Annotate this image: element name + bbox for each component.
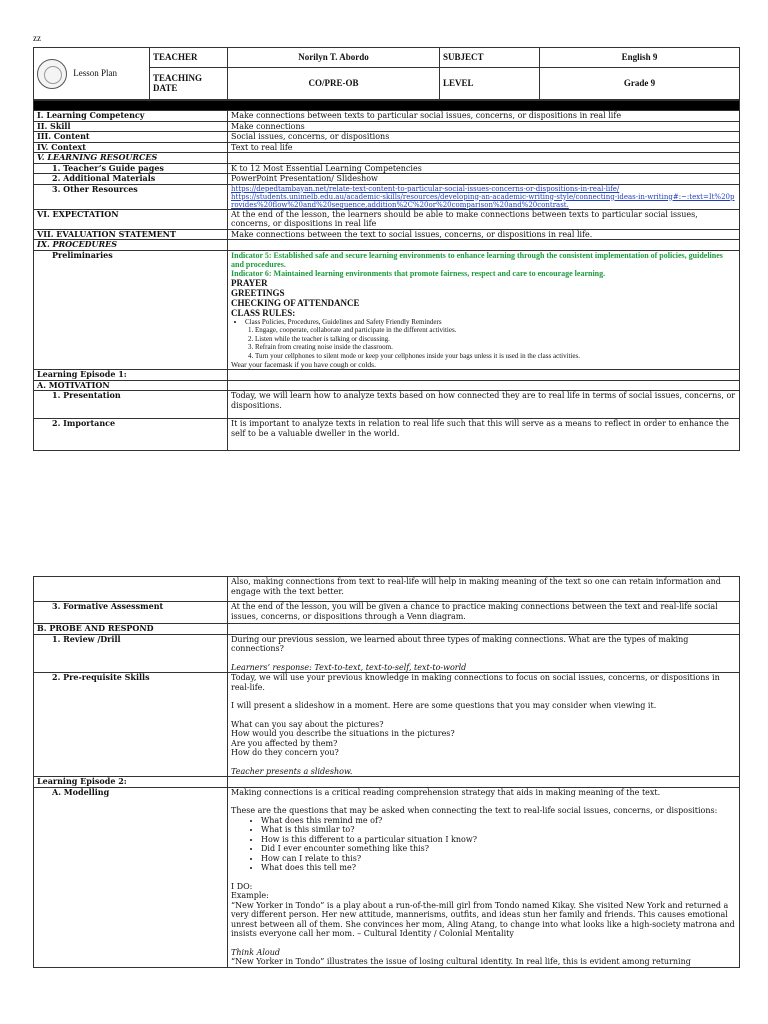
guide-value: K to 12 Most Essential Learning Competencies bbox=[228, 163, 740, 174]
evaluation-value: Make connections between the text to social issues, concerns, or dispositions in real life. bbox=[228, 229, 740, 240]
teacher-label: TEACHER bbox=[150, 48, 228, 68]
i-do-heading: I DO: bbox=[231, 881, 253, 891]
question-1: What can you say about the pictures? bbox=[231, 719, 384, 729]
level-label: LEVEL bbox=[440, 68, 540, 100]
modelling-p1: Making connections is a critical reading comprehension strategy that aids in making meaning of the text. bbox=[231, 787, 661, 797]
review-response: Learners’ response: Text-to-text, text-to-self, text-to-world bbox=[231, 662, 467, 672]
question-4: How do they concern you? bbox=[231, 748, 339, 757]
lesson-table-page1 bbox=[33, 100, 740, 451]
think-aloud-text: “New Yorker in Tondo” illustrates the issue of losing cultural identity. In real life, this is evident among returning bbox=[231, 957, 691, 966]
rules-bullet: • Class Policies, Procedures, Guidelines and Safety Friendly Reminders bbox=[245, 318, 736, 327]
teaching-date-value: CO/PRE-OB bbox=[228, 68, 440, 100]
materials-value: PowerPoint Presentation/ Slideshow bbox=[228, 174, 740, 185]
materials-label: 2. Additional Materials bbox=[34, 174, 228, 185]
importance-value: It is important to analyze texts in relation to real life such that this will serve as a means to reflect in order to enhance the self to be a valuable dweller in the world. bbox=[228, 419, 740, 451]
lesson-plan-title: Lesson Plan bbox=[73, 67, 117, 78]
guide-label: 1. Teacher’s Guide pages bbox=[34, 163, 228, 174]
indicator-6: Indicator 6: Maintained learning environments that promote fairness, respect and care to encourage learning. bbox=[231, 268, 606, 278]
modelling-question-3: • How is this different to a particular situation I know? bbox=[261, 835, 736, 845]
episode2-label: Learning Episode 2: bbox=[34, 777, 228, 788]
indicator-5: Indicator 5: Established safe and secure learning environments to enhance learning through the consistent implementation of policies, guidelines and procedures. bbox=[231, 250, 723, 269]
lesson-table-page2 bbox=[33, 576, 740, 968]
class-rules-heading: CLASS RULES: bbox=[231, 307, 296, 318]
other-resources-label: 3. Other Resources bbox=[34, 184, 228, 209]
skill-label: II. Skill bbox=[34, 121, 228, 132]
black-divider bbox=[34, 101, 740, 111]
probe-label: B. PROBE AND RESPOND bbox=[34, 624, 228, 635]
level-value: Grade 9 bbox=[540, 68, 740, 100]
example-heading: Example: bbox=[231, 891, 269, 900]
rule-3: 3. Refrain from creating noise inside the classroom. bbox=[255, 343, 736, 352]
greetings-heading: GREETINGS bbox=[231, 287, 285, 298]
content-value: Social issues, concerns, or dispositions bbox=[228, 132, 740, 143]
presentation-value: Today, we will learn how to analyze texts based on how connected they are to real life in terms of social issues, concerns, or dispositions. bbox=[228, 391, 740, 419]
teacher-presents: Teacher presents a slideshow. bbox=[231, 766, 353, 776]
expectation-value: At the end of the lesson, the learners should be able to make connections between texts to particular social issues, concerns, or dispositions in real life bbox=[228, 209, 740, 229]
modelling-p2: These are the questions that may be asked when connecting the text to real-life social issues, concerns, or dispositions: bbox=[231, 806, 718, 815]
expectation-label: VI. EXPECTATION bbox=[34, 209, 228, 229]
rule-1: 1. Engage, cooperate, collaborate and participate in the different activities. bbox=[255, 326, 736, 335]
example-text: “New Yorker in Tondo” is a play about a run-of-the-mill girl from Tondo named Kikay. She visited New York and returned a very different person. Her new attitude, mannerisms, outfits, and ideas stun her family and friends. This causes emotional unrest between all of them. She convinces her mom, Aling Atang, to change into what looks like a high-society matrona and insists everyone call her mom. – Cultural Identity / Colonial Mentality bbox=[231, 900, 735, 938]
prereq-p1: Today, we will use your previous knowledge in making connections to focus on social issues, concerns, or dispositions in real-life. bbox=[231, 673, 720, 692]
presentation-label: 1. Presentation bbox=[34, 391, 228, 419]
review-label: 1. Review /Drill bbox=[34, 634, 228, 673]
facemask-note: Wear your facemask if you have cough or colds. bbox=[231, 360, 376, 369]
teaching-date-label: TEACHING DATE bbox=[150, 68, 228, 100]
formative-label: 3. Formative Assessment bbox=[34, 602, 228, 624]
teacher-value: Norilyn T. Abordo bbox=[228, 48, 440, 68]
modelling-question-2: • What is this similar to? bbox=[261, 825, 736, 835]
modelling-label: A. Modelling bbox=[34, 787, 228, 967]
importance-continued: Also, making connections from text to real-life will help in making meaning of the text so one can retain information and engage with the text better. bbox=[228, 577, 740, 602]
resource-link-1[interactable]: https://depedtambayan.net/relate-text-content-to-particular-social-issues-concerns-or-dispositions-in-real-life/ bbox=[231, 184, 620, 193]
question-3: Are you affected by them? bbox=[231, 738, 338, 748]
think-aloud-heading: Think Aloud bbox=[231, 947, 281, 957]
rule-4: 4. Turn your cellphones to silent mode or keep your cellphones inside your bags unless it is used in the class activities. bbox=[255, 352, 736, 361]
prereq-p2: I will present a slideshow in a moment. Here are some questions that you may consider when viewing it. bbox=[231, 701, 657, 710]
subject-label: SUBJECT bbox=[440, 48, 540, 68]
formative-value: At the end of the lesson, you will be given a chance to practice making connections between the text and real-life social issues, concerns, or dispositions through a Venn diagram. bbox=[228, 602, 740, 624]
modelling-question-6: • What does this tell me? bbox=[261, 863, 736, 873]
competency-label: I. Learning Competency bbox=[34, 111, 228, 122]
motivation-label: A. MOTIVATION bbox=[34, 380, 228, 391]
modelling-question-4: • Did I ever encounter something like this? bbox=[261, 844, 736, 854]
prayer-heading: PRAYER bbox=[231, 277, 268, 288]
content-label: III. Content bbox=[34, 132, 228, 143]
header-logo-cell bbox=[34, 48, 150, 100]
rule-2: 2. Listen while the teacher is talking or discussing. bbox=[255, 335, 736, 344]
modelling-question-1: • What does this remind me of? bbox=[261, 816, 736, 826]
corner-mark: zz bbox=[33, 33, 41, 43]
attendance-heading: CHECKING OF ATTENDANCE bbox=[231, 297, 360, 308]
subject-value: English 9 bbox=[540, 48, 740, 68]
competency-value: Make connections between texts to particular social issues, concerns, or dispositions in real life bbox=[228, 111, 740, 122]
importance-label: 2. Importance bbox=[34, 419, 228, 451]
review-value: During our previous session, we learned about three types of making connections. What are the types of making connections? bbox=[231, 634, 689, 653]
question-2: How would you describe the situations in the pictures? bbox=[231, 729, 455, 738]
context-value: Text to real life bbox=[228, 142, 740, 153]
preliminaries-label: Preliminaries bbox=[34, 250, 228, 370]
resource-link-2[interactable]: https://students.unimelb.edu.au/academic-skills/resources/developing-an-academic-writing-style/connecting-ideas-in-writing#:~:text=It%20provides%20flow%20and%20sequence,addition%2C%20or%20comparison%20and%20contrast. bbox=[231, 192, 735, 209]
context-label: IV. Context bbox=[34, 142, 228, 153]
prereq-label: 2. Pre-requisite Skills bbox=[34, 673, 228, 777]
deped-seal-icon bbox=[37, 59, 67, 89]
header-table bbox=[33, 47, 740, 100]
resources-label: V. LEARNING RESOURCES bbox=[34, 153, 228, 164]
episode1-label: Learning Episode 1: bbox=[34, 370, 228, 381]
procedures-label: IX. PROCEDURES bbox=[34, 240, 228, 251]
evaluation-label: VII. EVALUATION STATEMENT bbox=[34, 229, 228, 240]
modelling-question-5: • How can I relate to this? bbox=[261, 854, 736, 864]
skill-value: Make connections bbox=[228, 121, 740, 132]
